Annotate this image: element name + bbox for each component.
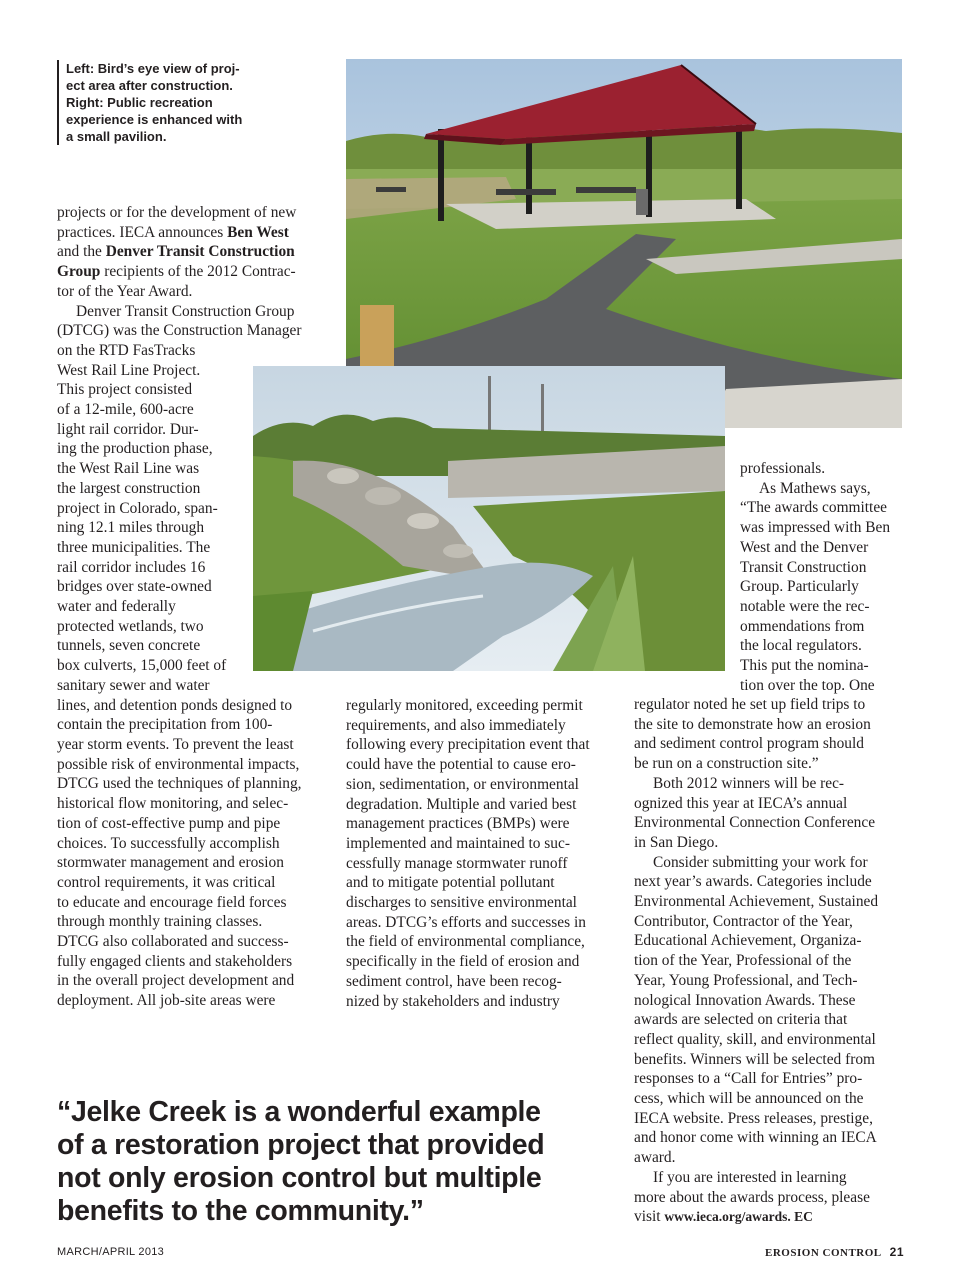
- text-line: DTCG used the techniques of planning,: [57, 775, 302, 793]
- text-line: sion, sedimentation, or environmental: [346, 775, 579, 793]
- text-line: specifically in the field of erosion and: [346, 953, 580, 971]
- caption-line: experience is enhanced with: [66, 112, 243, 127]
- photo-caption: [57, 60, 266, 145]
- caption-line: Right: Public recreation: [66, 95, 213, 110]
- text-line: If you are interested in learning: [653, 1168, 847, 1186]
- text-line: nological Innovation Awards. These: [634, 991, 856, 1009]
- text-line: award.: [634, 1149, 676, 1167]
- highlight-name: Denver Transit Construction: [105, 243, 295, 261]
- text-line: the local regulators.: [740, 637, 862, 655]
- text-line: regulator noted he set up field trips to: [634, 696, 866, 713]
- text-line: box culverts, 15,000 feet of: [57, 657, 227, 675]
- text-line: in San Diego.: [634, 833, 719, 851]
- quote-line: “Jelke Creek is a wonderful example: [57, 1096, 541, 1128]
- text-line: water and federally: [57, 598, 176, 616]
- text-line: As Mathews says,: [759, 479, 871, 497]
- text-line: Year, Young Professional, and Tech-: [634, 971, 858, 989]
- text-line: cessfully manage stormwater runoff: [346, 854, 568, 872]
- text-line: sediment control, have been recog-: [346, 972, 562, 990]
- text-line: historical flow monitoring, and selec-: [57, 795, 289, 813]
- caption-line: ect area after construction.: [66, 78, 233, 93]
- text-line: year storm events. To prevent the least: [57, 735, 294, 753]
- text-line: possible risk of environmental impacts,: [57, 755, 300, 773]
- text-line: visit: [634, 1208, 661, 1226]
- text-line: IECA website. Press releases, prestige,: [634, 1109, 873, 1127]
- caption-line: a small pavilion.: [66, 129, 167, 144]
- text-line: and honor come with winning an IECA: [634, 1129, 877, 1147]
- text-line: responses to a “Call for Entries” pro-: [634, 1070, 863, 1088]
- text-line: protected wetlands, two: [57, 617, 204, 635]
- highlight-name: Group: [57, 263, 101, 281]
- text-line: This project consisted: [57, 381, 193, 399]
- text-line: Transit Construction: [740, 558, 867, 576]
- text-line: to educate and encourage field forces: [57, 893, 287, 911]
- highlight-name: Ben West: [227, 223, 289, 241]
- text-line: notable were the rec-: [740, 597, 870, 615]
- text-line: tion over the top. One: [740, 676, 875, 694]
- text-line: on the RTD FasTracks: [57, 341, 196, 359]
- text-line: light rail corridor. Dur-: [57, 420, 199, 438]
- text-line: the West Rail Line was: [57, 460, 200, 478]
- text-line: be run on a construction site.”: [634, 755, 819, 773]
- text-line: Environmental Connection Conference: [634, 814, 876, 832]
- magazine-name: EROSION CONTROL: [765, 1247, 882, 1259]
- text-line: reflect quality, skill, and environmental: [634, 1030, 876, 1048]
- pull-quote: [57, 1096, 597, 1228]
- text-line: tion of the Year, Professional of the: [634, 952, 852, 970]
- text-line: and the: [57, 243, 102, 261]
- text-line: and to mitigate potential pollutant: [346, 874, 555, 892]
- text-line: could have the potential to cause ero-: [346, 756, 576, 774]
- column-3-top: [740, 459, 910, 695]
- text-line: ning 12.1 miles through: [57, 519, 205, 537]
- text-line: sanitary sewer and water: [57, 676, 210, 694]
- text-line: ing the production phase,: [57, 440, 213, 458]
- column-1: [57, 203, 329, 1011]
- text-line: next year’s awards. Categories include: [634, 873, 872, 891]
- text-line: bridges over state-owned: [57, 578, 212, 596]
- text-line: recipients of the 2012 Contrac-: [100, 263, 296, 281]
- text-line: Both 2012 winners will be rec-: [653, 774, 845, 792]
- text-line: more about the awards process, please: [634, 1188, 870, 1206]
- running-footer: [765, 1245, 904, 1259]
- text-line: three municipalities. The: [57, 538, 211, 556]
- text-line: management practices (BMPs) were: [346, 815, 570, 833]
- text-line: West Rail Line Project.: [57, 361, 201, 379]
- text-line: implemented and maintained to suc-: [346, 834, 570, 852]
- column-3-bottom: [634, 695, 909, 1227]
- text-line: requirements, and also immediately: [346, 716, 566, 734]
- text-line: of a 12-mile, 600-acre: [57, 401, 194, 419]
- text-line: Consider submitting your work for: [653, 853, 868, 871]
- text-line: cess, which will be announced on the: [634, 1090, 864, 1108]
- text-line: and sediment control program should: [634, 735, 864, 753]
- quote-line: benefits to the community.”: [57, 1195, 424, 1227]
- text-line: regularly monitored, exceeding permit: [346, 697, 583, 714]
- quote-line: not only erosion control but multiple: [57, 1162, 542, 1194]
- text-line: discharges to sensitive environmental: [346, 894, 577, 912]
- caption-line: Left: Bird’s eye view of proj-: [66, 61, 240, 76]
- text-line: Group. Particularly: [740, 578, 859, 596]
- text-line: This put the nomina-: [740, 657, 869, 675]
- text-line: the site to demonstrate how an erosion: [634, 715, 871, 733]
- text-line: lines, and detention ponds designed to: [57, 696, 293, 714]
- text-line: practices. IECA announces: [57, 223, 224, 241]
- text-line: West and the Denver: [740, 538, 869, 556]
- text-line: stormwater management and erosion: [57, 854, 284, 872]
- page-number: 21: [889, 1245, 904, 1259]
- text-line: ommendations from: [740, 617, 865, 635]
- text-line: awards are selected on criteria that: [634, 1011, 848, 1029]
- text-line: the largest construction: [57, 479, 201, 497]
- text-line: deployment. All job-site areas were: [57, 992, 276, 1010]
- text-line: areas. DTCG’s efforts and successes in: [346, 913, 586, 931]
- text-line: Denver Transit Construction Group: [76, 302, 295, 320]
- column-2: [346, 696, 618, 1011]
- text-line: control requirements, it was critical: [57, 873, 276, 891]
- text-line: professionals.: [740, 460, 826, 477]
- text-line: project in Colorado, span-: [57, 499, 218, 517]
- text-line: projects or for the development of new: [57, 204, 297, 221]
- text-line: Educational Achievement, Organiza-: [634, 932, 862, 950]
- text-line: “The awards committee: [740, 499, 888, 517]
- text-line: contain the precipitation from 100-: [57, 716, 273, 734]
- text-line: tor of the Year Award.: [57, 282, 193, 300]
- text-line: following every precipitation event that: [346, 736, 590, 754]
- text-line: nized by stakeholders and industry: [346, 992, 560, 1010]
- quote-line: of a restoration project that provided: [57, 1129, 545, 1161]
- text-line: benefits. Winners will be selected from: [634, 1050, 875, 1068]
- text-line: rail corridor includes 16: [57, 558, 206, 576]
- text-line: in the overall project development and: [57, 972, 295, 990]
- text-line: the field of environmental compliance,: [346, 933, 585, 951]
- issue-date: MARCH/APRIL 2013: [57, 1246, 165, 1258]
- text-line: (DTCG) was the Construction Manager: [57, 322, 302, 340]
- text-line: Environmental Achievement, Sustained: [634, 893, 879, 911]
- awards-link[interactable]: www.ieca.org/awards. EC: [664, 1209, 813, 1225]
- text-line: was impressed with Ben: [740, 519, 891, 537]
- text-line: choices. To successfully accomplish: [57, 834, 280, 852]
- text-line: tunnels, seven concrete: [57, 637, 201, 655]
- text-line: through monthly training classes.: [57, 913, 263, 931]
- text-line: ognized this year at IECA’s annual: [634, 794, 848, 812]
- text-line: Contributor, Contractor of the Year,: [634, 912, 853, 930]
- text-line: DTCG also collaborated and success-: [57, 933, 289, 951]
- text-line: tion of cost-effective pump and pipe: [57, 814, 281, 832]
- text-line: fully engaged clients and stakeholders: [57, 952, 293, 970]
- text-line: degradation. Multiple and varied best: [346, 795, 577, 813]
